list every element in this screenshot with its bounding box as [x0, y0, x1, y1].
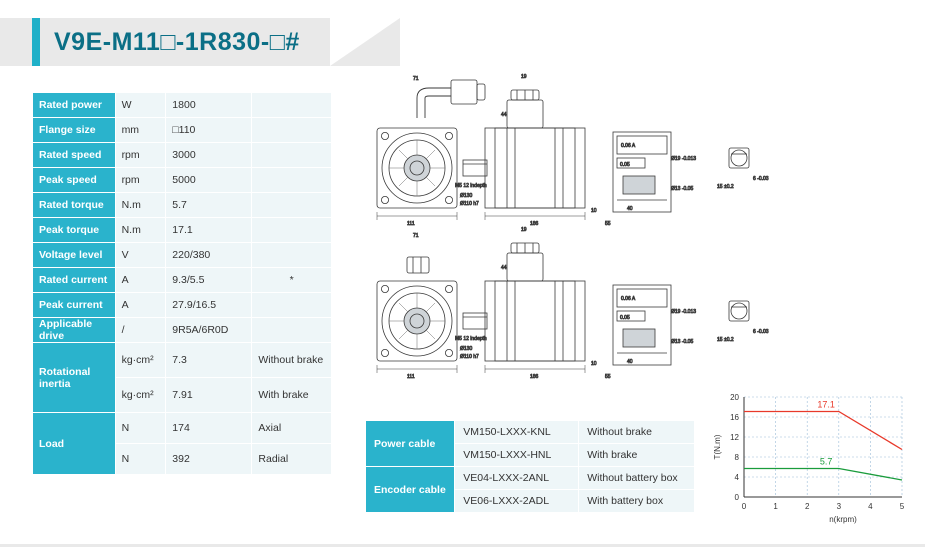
specification-table-body [33, 93, 332, 475]
table-row [33, 193, 332, 218]
dimension-text: 55 [605, 374, 611, 380]
spec-value: 1800 [166, 93, 252, 118]
table-row [33, 413, 332, 444]
spec-unit: A [115, 293, 166, 318]
spec-value: □110 [166, 118, 252, 143]
dimension-text: 10 [591, 361, 597, 367]
spec-value: 9R5A/6R0D [166, 318, 252, 343]
dimension-text: Ø13 -0.05 [671, 339, 694, 345]
x-axis-label: n(krpm) [829, 515, 857, 524]
dimension-text: 186 [530, 221, 539, 227]
table-row [366, 467, 695, 490]
dimension-text: 55 [605, 221, 611, 227]
table-row [33, 293, 332, 318]
y-tick-label: 0 [734, 493, 739, 502]
dimension-text: 44 [501, 265, 507, 271]
dimension-text: 15 ±0.2 [717, 337, 734, 343]
drawing-view-top [377, 74, 769, 227]
dimension-text: 19 [521, 74, 527, 80]
spec-value: 5.7 [166, 193, 252, 218]
spec-note [252, 243, 332, 268]
spec-label: Load [33, 413, 116, 475]
spec-unit: W [115, 93, 166, 118]
page-title: V9E-M11□-1R830-□# [54, 28, 300, 56]
spec-label: Rated power [33, 93, 116, 118]
cable-label: Power cable [366, 421, 455, 467]
cable-desc: With brake [579, 444, 695, 467]
y-tick-label: 12 [730, 433, 739, 442]
cable-table [365, 420, 695, 513]
dimension-text: 71 [413, 233, 419, 239]
spec-unit: A [115, 268, 166, 293]
drawing-view-bottom [377, 227, 769, 380]
spec-note [252, 93, 332, 118]
spec-unit: mm [115, 118, 166, 143]
spec-label: Peak speed [33, 168, 116, 193]
spec-label: Rated current [33, 268, 116, 293]
spec-note [252, 293, 332, 318]
dimension-text: 0.05 [620, 162, 630, 168]
spec-unit: N [115, 413, 166, 444]
cable-desc: With battery box [579, 490, 695, 513]
dimension-text: 40 [627, 359, 633, 365]
spec-note [252, 193, 332, 218]
x-tick-label: 4 [868, 502, 873, 511]
x-tick-label: 3 [836, 502, 842, 511]
spec-note [252, 218, 332, 243]
spec-unit: rpm [115, 143, 166, 168]
dimension-text: 15 ±0.2 [717, 184, 734, 190]
spec-note: Without brake [252, 343, 332, 378]
spec-unit: N [115, 444, 166, 475]
chart-annotation: 17.1 [817, 399, 835, 410]
spec-note [252, 168, 332, 193]
dimension-text: M5 12 indepth [455, 336, 487, 342]
table-row [366, 421, 695, 444]
table-row [33, 218, 332, 243]
spec-label: Applicable drive [33, 318, 116, 343]
spec-unit: / [115, 318, 166, 343]
spec-unit: N.m [115, 218, 166, 243]
dimension-text: Ø13 -0.05 [671, 186, 694, 192]
spec-note: Axial [252, 413, 332, 444]
x-tick-label: 2 [804, 502, 810, 511]
cable-model: VE06-LXXX-2ADL [455, 490, 579, 513]
dimension-text: 71 [413, 76, 419, 82]
x-tick-label: 0 [741, 502, 747, 511]
x-tick-label: 5 [899, 502, 905, 511]
chart-series-line [744, 469, 902, 481]
spec-value: 3000 [166, 143, 252, 168]
dimension-text: 40 [627, 206, 633, 212]
cable-desc: Without battery box [579, 467, 695, 490]
cable-label: Encoder cable [366, 467, 455, 513]
dimension-text: 19 [521, 227, 527, 233]
y-tick-label: 16 [730, 413, 739, 422]
dimension-text: 111 [407, 221, 415, 227]
spec-note: * [252, 268, 332, 293]
torque-speed-chart [710, 385, 910, 530]
spec-label: Voltage level [33, 243, 116, 268]
spec-unit: kg·cm² [115, 378, 166, 413]
y-tick-label: 8 [734, 453, 739, 462]
dimension-text: 0.05 [620, 315, 630, 321]
cable-model: VE04-LXXX-2ANL [455, 467, 579, 490]
dimension-text: M5 12 indepth [455, 183, 487, 189]
dimension-text: 10 [591, 208, 597, 214]
dimension-text: Ø130 [460, 346, 473, 352]
spec-value: 27.9/16.5 [166, 293, 252, 318]
y-axis-label: T(N.m) [713, 434, 722, 460]
spec-note: With brake [252, 378, 332, 413]
spec-value: 7.3 [166, 343, 252, 378]
dimension-text: 44 [501, 112, 507, 118]
specification-table [32, 92, 332, 475]
spec-value: 392 [166, 444, 252, 475]
spec-unit: rpm [115, 168, 166, 193]
spec-label: Flange size [33, 118, 116, 143]
dimension-text: Ø110 h7 [460, 354, 479, 360]
spec-value: 220/380 [166, 243, 252, 268]
dimension-text: 0.06 A [621, 143, 636, 149]
spec-unit: N.m [115, 193, 166, 218]
cable-model: VM150-LXXX-KNL [455, 421, 579, 444]
chart-series-line [744, 412, 902, 450]
dimension-text: Ø19 -0.013 [671, 309, 697, 315]
spec-value: 5000 [166, 168, 252, 193]
dimension-text: 6 -0.03 [753, 329, 769, 335]
spec-note [252, 118, 332, 143]
spec-note: Radial [252, 444, 332, 475]
table-row [33, 143, 332, 168]
cable-desc: Without brake [579, 421, 695, 444]
spec-label: Peak torque [33, 218, 116, 243]
table-row [33, 168, 332, 193]
spec-unit: V [115, 243, 166, 268]
table-row [33, 93, 332, 118]
table-row [33, 118, 332, 143]
table-row [33, 243, 332, 268]
spec-label: Rated speed [33, 143, 116, 168]
spec-note [252, 143, 332, 168]
cable-model: VM150-LXXX-HNL [455, 444, 579, 467]
spec-value: 17.1 [166, 218, 252, 243]
spec-note [252, 318, 332, 343]
footer-rule [0, 544, 925, 547]
dimension-text: Ø130 [460, 193, 473, 199]
spec-unit: kg·cm² [115, 343, 166, 378]
x-tick-label: 1 [773, 502, 778, 511]
y-tick-label: 20 [730, 393, 739, 402]
spec-label: Rotational inertia [33, 343, 116, 413]
chart-annotation: 5.7 [819, 456, 833, 467]
dimension-text: 111 [407, 374, 415, 380]
motor-technical-drawing [355, 40, 915, 410]
dimension-text: Ø19 -0.013 [671, 156, 697, 162]
header-accent-bar [32, 18, 40, 66]
y-tick-label: 4 [734, 473, 739, 482]
table-row [33, 318, 332, 343]
spec-value: 9.3/5.5 [166, 268, 252, 293]
table-row [33, 343, 332, 378]
dimension-text: 6 -0.03 [753, 176, 769, 182]
spec-value: 7.91 [166, 378, 252, 413]
spec-value: 174 [166, 413, 252, 444]
dimension-text: 186 [530, 374, 539, 380]
spec-label: Rated torque [33, 193, 116, 218]
dimension-text: 0.06 A [621, 296, 636, 302]
dimension-text: Ø110 h7 [460, 201, 479, 207]
cable-table-body [366, 421, 695, 513]
table-row [33, 268, 332, 293]
spec-label: Peak current [33, 293, 116, 318]
